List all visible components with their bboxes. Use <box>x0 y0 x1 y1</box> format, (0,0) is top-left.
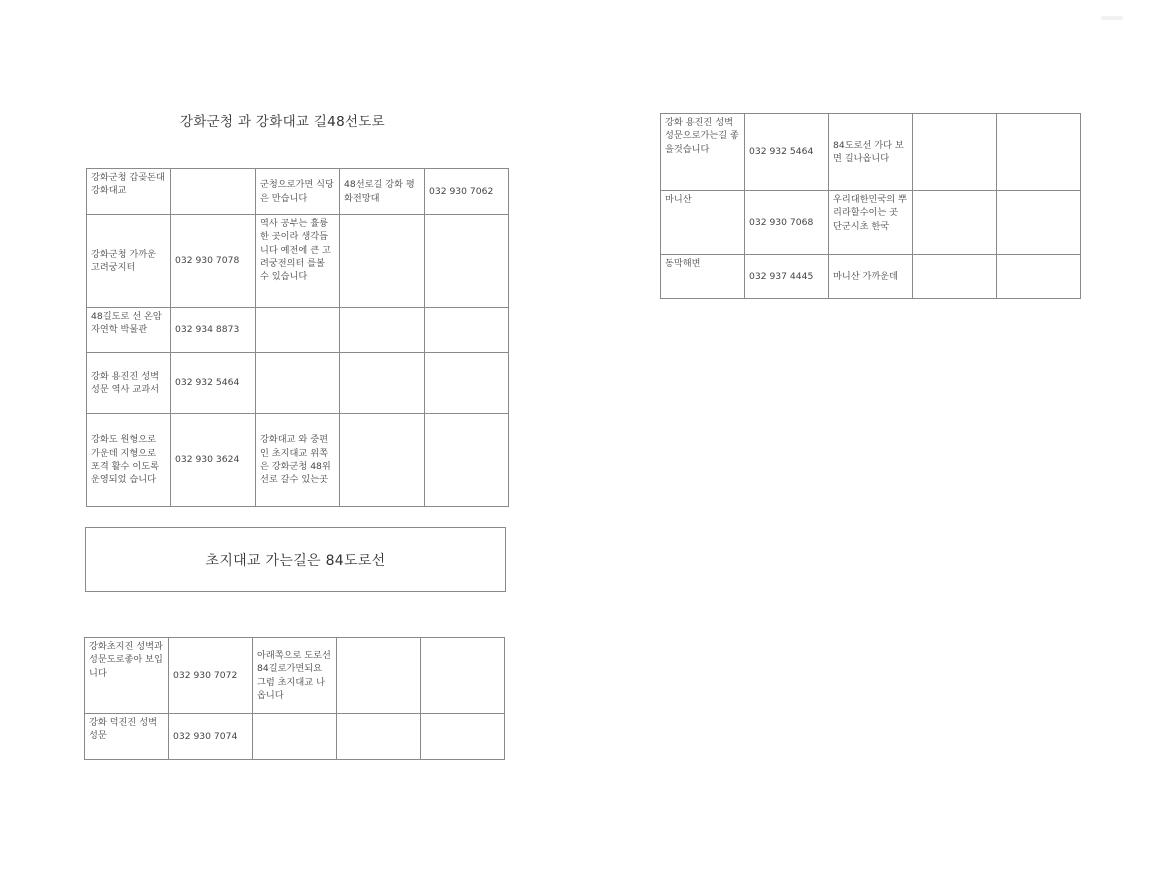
note-cell <box>421 714 505 760</box>
phone-cell: 032 930 7062 <box>425 169 509 215</box>
table-row <box>661 255 1081 299</box>
note-cell <box>340 308 425 353</box>
phone-cell <box>171 169 256 215</box>
note-cell <box>421 638 505 714</box>
note-cell: 역사 공부는 휼륭한 곳이라 생각듭니다 예전에 큰 고려궁전의터 를볼 수 있습니다 <box>256 215 340 308</box>
note-cell: 군청으로가면 식당은 만습니다 <box>256 169 340 215</box>
place-cell: 동막해변 <box>661 255 745 299</box>
note-cell <box>256 308 340 353</box>
table-row <box>87 169 509 215</box>
route-banner: 초지대교 가는길은 84도로선 <box>85 527 506 592</box>
phone-cell: 032 930 7078 <box>171 215 256 308</box>
place-cell: 강화 용진진 성벽 성문으로가는길 좋을것습니다 <box>661 114 745 191</box>
table-row <box>661 191 1081 255</box>
place-cell: 강화도 원형으로 가운데 지형으로 포격 활수 이도록 운영되었 습니다 <box>87 414 171 507</box>
phone-cell: 032 937 4445 <box>745 255 829 299</box>
table-row <box>87 308 509 353</box>
phone-cell: 032 930 7072 <box>169 638 253 714</box>
note-cell <box>425 308 509 353</box>
phone-cell: 032 932 5464 <box>745 114 829 191</box>
note-cell: 우리대한민국의 뿌리라할수이는 곳 단군시초 한국 <box>829 191 913 255</box>
place-cell: 마니산 <box>661 191 745 255</box>
note-cell <box>425 353 509 414</box>
attractions-table-chojiji <box>84 637 505 760</box>
note-cell <box>425 414 509 507</box>
note-cell: 84도로선 가다 보면 길나옵니다 <box>829 114 913 191</box>
attractions-table-main <box>86 168 509 507</box>
note-cell <box>997 114 1081 191</box>
note-cell <box>256 353 340 414</box>
note-cell <box>340 215 425 308</box>
place-cell: 강화군청 가까운 고려궁지터 <box>87 215 171 308</box>
note-cell: 강화대교 와 중편인 초지대교 위쪽은 강화군청 48위선로 갈수 있는곳 <box>256 414 340 507</box>
table-row <box>87 353 509 414</box>
place-cell: 강화 용진진 성벽 성문 역사 교과서 <box>87 353 171 414</box>
table-row <box>85 638 505 714</box>
table-row <box>661 114 1081 191</box>
phone-cell: 032 930 3624 <box>171 414 256 507</box>
phone-cell: 032 930 7068 <box>745 191 829 255</box>
place-cell: 강화군청 갑곶돈대 강화대교 <box>87 169 171 215</box>
note-cell <box>253 714 337 760</box>
note-cell <box>913 255 997 299</box>
phone-cell: 032 932 5464 <box>171 353 256 414</box>
place-cell: 강화 덕진진 성벽 성문 <box>85 714 169 760</box>
phone-cell: 032 934 8873 <box>171 308 256 353</box>
attractions-table-right <box>660 113 1081 299</box>
table-row <box>87 215 509 308</box>
note-cell: 아래쪽으로 도로선84길로가면되요 그럼 초지대교 나옵니다 <box>253 638 337 714</box>
note-cell <box>337 638 421 714</box>
note-cell <box>425 215 509 308</box>
note-cell <box>913 191 997 255</box>
table-row <box>85 714 505 760</box>
note-cell <box>997 191 1081 255</box>
note-cell <box>337 714 421 760</box>
note-cell <box>340 353 425 414</box>
place-cell: 48길도로 선 온암자연학 박물관 <box>87 308 171 353</box>
note-cell <box>997 255 1081 299</box>
page-title: 강화군청 과 강화대교 길48선도로 <box>180 114 385 130</box>
scan-mark <box>1101 16 1123 20</box>
table-row <box>87 414 509 507</box>
note-cell <box>913 114 997 191</box>
place-cell: 강화초지진 성벽과 성문도로좋아 보입니다 <box>85 638 169 714</box>
note-cell: 48선로길 강화 평화전망대 <box>340 169 425 215</box>
phone-cell: 032 930 7074 <box>169 714 253 760</box>
note-cell: 마니산 가까운데 <box>829 255 913 299</box>
note-cell <box>340 414 425 507</box>
